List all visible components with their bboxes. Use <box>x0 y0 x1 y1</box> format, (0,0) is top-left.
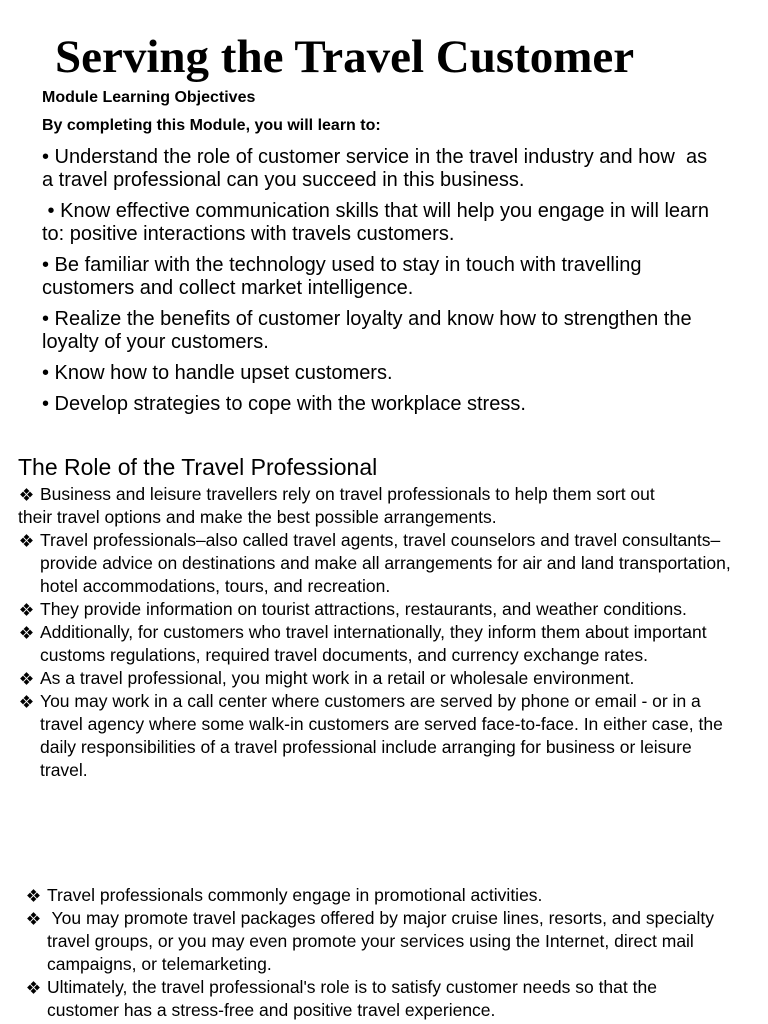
role-list-line: Travel professionals–also called travel agents, travel counselors and travel consultants– <box>40 530 721 550</box>
role-list-line: As a travel professional, you might work in a retail or wholesale environment. <box>40 668 635 688</box>
objective-line: • Know effective communication skills that will help you engage in will learn <box>42 200 709 222</box>
promotion-list-line: travel groups, or you may even promote your services using the Internet, direct mail <box>47 931 694 951</box>
role-list-line: provide advice on destinations and make all arrangements for air and land transportation, <box>40 553 731 573</box>
objective-item <box>42 254 709 300</box>
role-list-line: customs regulations, required travel documents, and currency exchange rates. <box>40 645 648 665</box>
promotion-list-line: Travel professionals commonly engage in promotional activities. <box>47 885 543 905</box>
promotion-list-item <box>25 884 714 907</box>
diamond-bullet-icon <box>27 889 40 902</box>
role-list-line: daily responsibilities of a travel professional include arranging for business or leisure <box>40 737 692 757</box>
objective-line: • Be familiar with the technology used to stay in touch with travelling <box>42 254 642 276</box>
diamond-bullet-icon <box>20 488 33 501</box>
role-list-item <box>18 598 731 621</box>
objective-line: a travel professional can you succeed in this business. <box>42 169 525 191</box>
section-heading: The Role of the Travel Professional <box>18 454 378 480</box>
promotion-list-line: customer has a stress-free and positive travel experience. <box>47 1000 496 1020</box>
promotion-list-item <box>25 907 714 976</box>
objective-item <box>42 308 709 354</box>
objective-line: • Realize the benefits of customer loyalty and know how to strengthen the <box>42 308 692 330</box>
objective-item <box>42 200 709 246</box>
promotion-list-line: campaigns, or telemarketing. <box>47 954 272 974</box>
document-title: Serving the Travel Customer <box>55 31 635 83</box>
promotion-list <box>25 884 714 1022</box>
diamond-bullet-icon <box>20 695 33 708</box>
objectives-heading: Module Learning Objectives <box>42 89 256 106</box>
role-list-line: travel agency where some walk-in customers are served face-to-face. In either case, the <box>40 714 723 734</box>
role-list-item <box>18 621 731 667</box>
promotion-list-line: You may promote travel packages offered by major cruise lines, resorts, and specialty <box>47 908 714 928</box>
objectives-list <box>42 146 709 424</box>
objective-line: • Develop strategies to cope with the workplace stress. <box>42 393 526 415</box>
objective-line: to: positive interactions with travels customers. <box>42 223 455 245</box>
promotion-list-line: Ultimately, the travel professional's role is to satisfy customer needs so that the <box>47 977 657 997</box>
promotion-list-item <box>25 976 714 1022</box>
diamond-bullet-icon <box>20 603 33 616</box>
role-list-line: Business and leisure travellers rely on travel professionals to help them sort out <box>40 484 655 504</box>
role-list-line: Additionally, for customers who travel internationally, they inform them about important <box>40 622 707 642</box>
objective-item <box>42 393 709 416</box>
role-list-item <box>18 690 731 782</box>
objectives-intro: By completing this Module, you will learn to: <box>42 117 381 134</box>
role-list-line: travel. <box>40 760 88 780</box>
objective-line: customers and collect market intelligence. <box>42 277 414 299</box>
diamond-bullet-icon <box>20 626 33 639</box>
role-list-line: their travel options and make the best possible arrangements. <box>18 507 497 527</box>
objective-line: • Understand the role of customer service in the travel industry and how as <box>42 146 708 168</box>
objective-item <box>42 146 709 192</box>
objective-item <box>42 362 709 385</box>
role-list-item <box>18 483 731 529</box>
role-list-item <box>18 667 731 690</box>
role-list <box>18 483 731 782</box>
diamond-bullet-icon <box>27 912 40 925</box>
objective-line: loyalty of your customers. <box>42 331 269 353</box>
role-list-item <box>18 529 731 598</box>
objective-line: • Know how to handle upset customers. <box>42 362 393 384</box>
diamond-bullet-icon <box>20 534 33 547</box>
role-list-line: hotel accommodations, tours, and recreation. <box>40 576 391 596</box>
diamond-bullet-icon <box>20 672 33 685</box>
role-list-line: They provide information on tourist attractions, restaurants, and weather conditions. <box>40 599 687 619</box>
diamond-bullet-icon <box>27 981 40 994</box>
role-list-line: You may work in a call center where customers are served by phone or email - or in a <box>40 691 701 711</box>
